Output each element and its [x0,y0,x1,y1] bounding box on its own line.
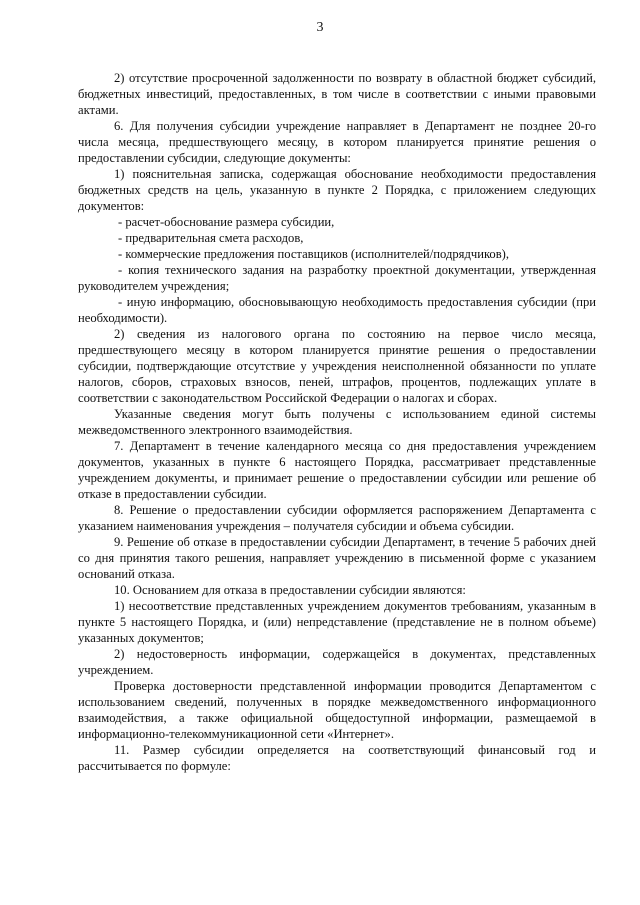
page-number: 3 [316,20,324,35]
paragraph-10-grounds: 10. Основанием для отказа в предоставлении субсидии являются: [114,583,466,597]
list-item-technical-assignment: - копия технического задания на разработку проектной документации, утвержденная руководителем учреждения; [78,263,596,293]
paragraph-interagency: Указанные сведения могут быть получены с использованием единой системы межведомственного электронного взаимодействия. [78,407,596,437]
paragraph-tax-info: 2) сведения из налогового органа по состоянию на первое число месяца, предшествующего месяцу в котором планируется принятие решения о предоставлении субсидии, подтверждающие отсутствие у учреждения неисполненной обязанности по уплате налогов, сборов, страховых взносов, пеней, штрафов, процентов, подлежащих уплате в соответствии с законодательством Российской Федерации о налогах и сборах. [78,327,596,405]
paragraph-9-refusal: 9. Решение об отказе в предоставлении субсидии Департамент, в течение 5 рабочих дней со дня принятия такого решения, направляет учреждению в письменной форме с указанием оснований отказа. [78,535,596,581]
list-item-calculation: - расчет-обоснование размера субсидии, [118,215,335,229]
list-item-commercial-offers: - коммерческие предложения поставщиков (исполнителей/подрядчиков), [118,247,510,261]
paragraph-ground-2: 2) недостоверность информации, содержащейся в документах, представленных учреждением. [78,647,596,677]
list-item-estimate: - предварительная смета расходов, [118,231,304,245]
list-item-other-information: - иную информацию, обосновывающую необходимость предоставления субсидии (при необходимости). [78,295,596,325]
paragraph-verification: Проверка достоверности представленной информации проводится Департаментом с использованием сведений, полученных в порядке межведомственного информационного взаимодействия, а также официальной общедоступной информации, размещаемой в информационно-телекоммуникационной сети «Интернет». [78,679,596,741]
paragraph-no-overdue-debt: 2) отсутствие просроченной задолженности по возврату в областной бюджет субсидий, бюджетных инвестиций, предоставленных, в том числе в соответствии с иными правовыми актами. [78,71,596,117]
paragraph-ground-1: 1) несоответствие представленных учреждением документов требованиям, указанным в пункте 5 настоящего Порядка, и (или) непредставление (представление не в полном объеме) указанных документов; [78,599,596,645]
document-body [78,70,596,774]
paragraph-7-review: 7. Департамент в течение календарного месяца со дня предоставления учреждением документов, указанных в пункте 6 настоящего Порядка, рассматривает представленные учреждением документы, и принимает решение о предоставлении субсидии или решение об отказе в предоставлении субсидии. [78,439,596,501]
paragraph-explanatory-note: 1) пояснительная записка, содержащая обоснование необходимости предоставления бюджетных средств на цель, указанную в пункте 2 Порядка, с приложением следующих документов: [78,167,596,213]
paragraph-6-documents: 6. Для получения субсидии учреждение направляет в Департамент не позднее 20-го числа месяца, предшествующего месяцу, в котором планируется принятие решения о предоставлении субсидии, следующие документы: [78,119,596,165]
paragraph-8-decision: 8. Решение о предоставлении субсидии оформляется распоряжением Департамента с указанием наименования учреждения – получателя субсидии и объема субсидии. [78,503,596,533]
paragraph-11-formula: 11. Размер субсидии определяется на соответствующий финансовый год и рассчитывается по формуле: [78,743,596,773]
